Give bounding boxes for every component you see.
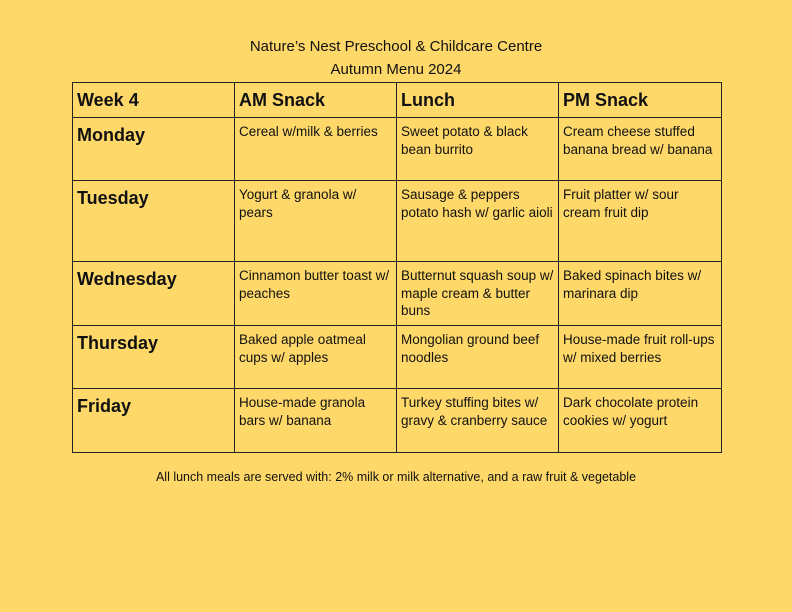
lunch-cell: Sausage & peppers potato hash w/ garlic aioli xyxy=(397,181,559,262)
day-label: Friday xyxy=(73,389,235,453)
column-header-am-snack: AM Snack xyxy=(235,83,397,118)
pm-snack-cell: House-made fruit roll-ups w/ mixed berries xyxy=(559,326,722,389)
day-label: Wednesday xyxy=(73,262,235,326)
table-row xyxy=(73,262,722,326)
lunch-cell: Butternut squash soup w/ maple cream & butter buns xyxy=(397,262,559,326)
page-title: Nature’s Nest Preschool & Childcare Centre xyxy=(249,38,543,55)
am-snack-cell: Yogurt & granola w/ pears xyxy=(235,181,397,262)
column-header-week: Week 4 xyxy=(73,83,235,118)
lunch-footnote: All lunch meals are served with: 2% milk or milk alternative, and a raw fruit & vegetable xyxy=(155,470,637,484)
lunch-cell: Mongolian ground beef noodles xyxy=(397,326,559,389)
day-label: Thursday xyxy=(73,326,235,389)
pm-snack-cell: Cream cheese stuffed banana bread w/ banana xyxy=(559,118,722,181)
table-row xyxy=(73,181,722,262)
pm-snack-cell: Dark chocolate protein cookies w/ yogurt xyxy=(559,389,722,453)
day-label: Monday xyxy=(73,118,235,181)
page-subtitle: Autumn Menu 2024 xyxy=(330,61,462,78)
lunch-cell: Turkey stuffing bites w/ gravy & cranberry sauce xyxy=(397,389,559,453)
lunch-cell: Sweet potato & black bean burrito xyxy=(397,118,559,181)
am-snack-cell: Cereal w/milk & berries xyxy=(235,118,397,181)
menu-table xyxy=(72,82,722,453)
column-header-pm-snack: PM Snack xyxy=(559,83,722,118)
table-row xyxy=(73,118,722,181)
am-snack-cell: Cinnamon butter toast w/ peaches xyxy=(235,262,397,326)
pm-snack-cell: Baked spinach bites w/ marinara dip xyxy=(559,262,722,326)
column-header-lunch: Lunch xyxy=(397,83,559,118)
am-snack-cell: Baked apple oatmeal cups w/ apples xyxy=(235,326,397,389)
pm-snack-cell: Fruit platter w/ sour cream fruit dip xyxy=(559,181,722,262)
am-snack-cell: House-made granola bars w/ banana xyxy=(235,389,397,453)
table-row xyxy=(73,326,722,389)
day-label: Tuesday xyxy=(73,181,235,262)
table-header-row xyxy=(73,83,722,118)
table-row xyxy=(73,389,722,453)
